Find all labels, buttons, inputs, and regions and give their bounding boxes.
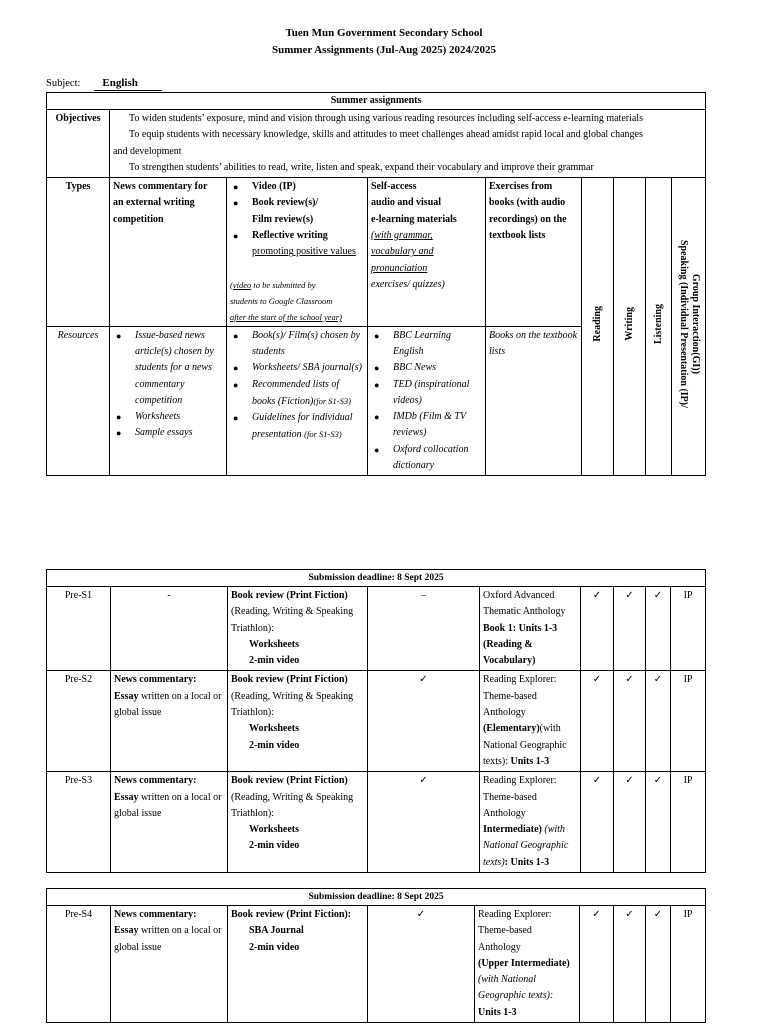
submission-table-s4 bbox=[46, 888, 706, 1023]
type-self-note: (with grammar, bbox=[371, 230, 433, 242]
type-ex-line: recordings) on the bbox=[489, 213, 567, 225]
resource-item: ● BBC Learning English bbox=[371, 328, 482, 361]
type-self-line: audio and visual bbox=[371, 197, 442, 209]
news-cell bbox=[111, 906, 228, 1023]
speaking-mode: IP bbox=[671, 906, 706, 1023]
reading-check: ✓ bbox=[580, 906, 614, 1023]
objective-1: To widen students’ exposure, mind and vision through using various reading resources including self-access e-learning materials bbox=[129, 113, 643, 124]
resource-item: ● Sample essays bbox=[113, 425, 223, 441]
book-desc: (Reading, Writing & Speaking Triathlon): bbox=[231, 791, 354, 819]
ex-line: (with National Geographic texts): bbox=[478, 974, 554, 1002]
skill-listening: Listening bbox=[646, 178, 672, 476]
ex-line: Anthology bbox=[483, 707, 526, 719]
level-cell: Pre-S1 bbox=[47, 587, 111, 671]
type-self-line: e-learning materials bbox=[371, 213, 457, 225]
listening-check: ✓ bbox=[646, 772, 671, 873]
book-title: Book review (Print Fiction) bbox=[231, 590, 348, 601]
resource-item: ● Worksheets/ SBA journal(s) bbox=[230, 360, 364, 376]
type-book-review-item: ● Book review(s)/ Film review(s) bbox=[230, 195, 364, 228]
ex-line: Theme-based bbox=[483, 791, 537, 803]
resources-video bbox=[227, 326, 368, 476]
type-self-access bbox=[368, 178, 486, 326]
news-desc: Essay written on a local or global issue bbox=[114, 925, 222, 953]
type-video-item: ● Video (IP) bbox=[230, 179, 364, 195]
speaking-mode: IP bbox=[671, 671, 706, 772]
types-label: Types bbox=[47, 178, 110, 326]
exercises-cell bbox=[480, 772, 581, 873]
ex-line: Thematic Anthology bbox=[483, 606, 566, 618]
ex-line: Reading Explorer: bbox=[483, 674, 557, 686]
speaking-mode: IP bbox=[671, 772, 706, 873]
table-row bbox=[47, 772, 706, 873]
ex-line: (Upper Intermediate) bbox=[478, 957, 570, 969]
resource-item: ● TED (inspirational videos) bbox=[371, 377, 482, 410]
book-item: Worksheets bbox=[249, 638, 299, 650]
ex-line: Intermediate) (with National Geographic texts): Units 1-3 bbox=[483, 824, 569, 868]
ex-line: (Reading & bbox=[483, 638, 533, 650]
listening-check: ✓ bbox=[646, 587, 671, 671]
deadline-header: Submission deadline: 8 Sept 2025 bbox=[47, 570, 706, 587]
subject-label: Subject: bbox=[46, 78, 81, 89]
book-title: Book review (Print Fiction): bbox=[231, 909, 352, 920]
exercises-cell bbox=[475, 906, 580, 1023]
resource-item: ● BBC News bbox=[371, 360, 482, 376]
skill-speaking: Speaking (Individual Presentation (IP)/ Group Interaction(GI)) bbox=[672, 178, 706, 476]
level-cell: Pre-S3 bbox=[47, 772, 111, 873]
objective-3: To strengthen students’ abilities to read, write, listen and speak, expand their vocabulary and improve their grammar bbox=[129, 161, 594, 173]
writing-check: ✓ bbox=[614, 671, 646, 772]
self-access-cell: – bbox=[368, 587, 480, 671]
summer-table-title: Summer assignments bbox=[47, 93, 706, 110]
writing-check: ✓ bbox=[614, 772, 646, 873]
book-cell bbox=[228, 772, 368, 873]
speaking-mode: IP bbox=[671, 587, 706, 671]
news-title: News commentary: bbox=[114, 909, 197, 920]
self-access-cell: ✓ bbox=[368, 671, 480, 772]
type-self-note: exercises/ quizzes) bbox=[371, 278, 445, 290]
ex-line: Oxford Advanced bbox=[483, 590, 555, 601]
resource-item: ● Guidelines for individual presentation (for S1-S3) bbox=[230, 410, 364, 444]
reading-check: ✓ bbox=[581, 772, 614, 873]
self-access-cell: ✓ bbox=[368, 772, 480, 873]
reading-check: ✓ bbox=[581, 587, 614, 671]
exercises-cell bbox=[480, 587, 581, 671]
book-title: Book review (Print Fiction) bbox=[231, 775, 348, 787]
level-cell: Pre-S4 bbox=[47, 906, 111, 1023]
resource-item: ● IMDb (Film & TV reviews) bbox=[371, 409, 482, 442]
ex-line: Reading Explorer: bbox=[478, 909, 552, 920]
resource-item: ● Issue-based news article(s) chosen by students for a news commentary competition bbox=[113, 328, 223, 409]
table-row bbox=[47, 587, 706, 671]
news-cell bbox=[111, 671, 228, 772]
exercises-cell bbox=[480, 671, 581, 772]
ex-line: Theme-based Anthology bbox=[478, 925, 532, 953]
type-ex-line: textbook lists bbox=[489, 230, 546, 242]
book-item: 2-min video bbox=[249, 941, 300, 953]
book-item: SBA Journal bbox=[249, 925, 304, 937]
book-item: Worksheets bbox=[249, 824, 299, 836]
resources-label: Resources bbox=[47, 326, 110, 476]
document-subtitle: Summer Assignments (Jul-Aug 2025) 2024/2025 bbox=[271, 44, 497, 56]
objective-2: To equip students with necessary knowledge, skills and attitudes to meet challenges ahead amidst rapid local and global changes bbox=[129, 129, 643, 141]
resource-item: ● Book(s)/ Film(s) chosen by students bbox=[230, 328, 364, 361]
objective-2-cont: and development bbox=[113, 145, 182, 157]
type-self-line: Self-access bbox=[371, 181, 417, 193]
book-cell bbox=[228, 587, 368, 671]
type-news-commentary bbox=[110, 178, 227, 326]
table-row bbox=[47, 671, 706, 772]
table-row bbox=[47, 906, 706, 1023]
type-video-note: (video to be submitted by students to Google Classroom after the start of the school year) bbox=[230, 279, 342, 322]
resources-news bbox=[110, 326, 227, 476]
objectives-cell bbox=[110, 110, 706, 178]
type-self-note: vocabulary and bbox=[371, 246, 434, 258]
listening-check: ✓ bbox=[646, 671, 671, 772]
self-access-cell: ✓ bbox=[368, 906, 475, 1023]
book-item: Worksheets bbox=[249, 723, 299, 735]
type-exercises bbox=[486, 178, 582, 326]
type-news-line: an external writing bbox=[113, 197, 195, 209]
summer-assignments-table bbox=[46, 92, 706, 476]
writing-check: ✓ bbox=[614, 587, 646, 671]
book-desc: (Reading, Writing & Speaking Triathlon): bbox=[231, 606, 354, 634]
type-video bbox=[227, 178, 368, 326]
book-desc: (Reading, Writing & Speaking Triathlon): bbox=[231, 690, 354, 719]
ex-line: Vocabulary) bbox=[483, 655, 536, 667]
skill-reading: Reading bbox=[582, 178, 614, 476]
school-name: Tuen Mun Government Secondary School bbox=[285, 27, 483, 39]
ex-line: Reading Explorer: bbox=[483, 775, 557, 787]
ex-line: Units 1-3 bbox=[478, 1006, 517, 1018]
type-news-line: competition bbox=[113, 213, 164, 225]
deadline-header: Submission deadline: 8 Sept 2025 bbox=[47, 889, 706, 906]
reading-check: ✓ bbox=[581, 671, 614, 772]
book-item: 2-min video bbox=[249, 739, 300, 751]
ex-line: Book 1: Units 1-3 bbox=[483, 622, 558, 634]
objectives-label: Objectives bbox=[47, 110, 110, 178]
news-title: News commentary: bbox=[114, 775, 197, 787]
news-cell bbox=[111, 772, 228, 873]
level-cell: Pre-S2 bbox=[47, 671, 111, 772]
book-item: 2-min video bbox=[249, 840, 300, 852]
type-self-note: pronunciation bbox=[371, 262, 428, 274]
news-desc: Essay written on a local or global issue bbox=[114, 690, 222, 719]
skill-writing: Writing bbox=[614, 178, 646, 476]
book-title: Book review (Print Fiction) bbox=[231, 674, 348, 686]
ex-line: Theme-based bbox=[483, 690, 537, 702]
news-title: News commentary: bbox=[114, 674, 197, 686]
writing-check: ✓ bbox=[614, 906, 646, 1023]
resources-exercises: Books on the textbook lists bbox=[486, 326, 582, 476]
news-desc: Essay written on a local or global issue bbox=[114, 791, 222, 819]
book-item: 2-min video bbox=[249, 655, 300, 667]
subject-line bbox=[46, 77, 162, 91]
resources-self-access bbox=[368, 326, 486, 476]
listening-check: ✓ bbox=[646, 906, 671, 1023]
book-cell bbox=[228, 671, 368, 772]
submission-table-s1-s3 bbox=[46, 569, 706, 873]
type-news-line: News commentary for bbox=[113, 181, 208, 193]
book-cell bbox=[228, 906, 368, 1023]
ex-line: (Elementary)(with National Geographic texts): Units 1-3 bbox=[483, 723, 567, 767]
ex-line: Anthology bbox=[483, 807, 526, 819]
resource-item: ● Recommended lists of books (Fiction)(for S1-S3) bbox=[230, 377, 364, 411]
type-ex-line: books (with audio bbox=[489, 197, 566, 209]
news-cell: - bbox=[111, 587, 228, 671]
resource-item: ● Worksheets bbox=[113, 409, 223, 425]
subject-value: English bbox=[94, 77, 162, 91]
type-ex-line: Exercises from bbox=[489, 181, 553, 193]
resource-item: ● Oxford collocation dictionary bbox=[371, 442, 482, 475]
type-reflective-item: ● Reflective writing promoting positive values bbox=[230, 228, 364, 261]
